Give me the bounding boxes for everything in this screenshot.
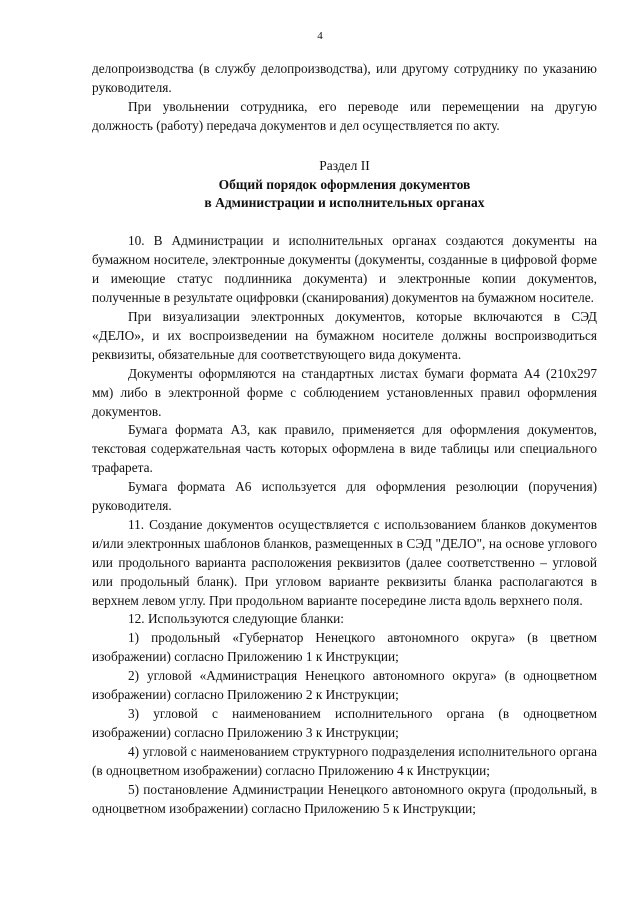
paragraph-item-10: 10. В Администрации и исполнительных органах создаются документы на бумажном носителе, электронные документы (документы, созданные в цифровой форме и имеющие статус подлинника документа) и электронные копии документов, полученные в результате оцифровки (сканирования) документов на бумажном носителе.: [92, 233, 597, 306]
paragraph-a4-format: Документы оформляются на стандартных листах бумаги формата А4 (210х297 мм) либо в электронной форме с соблюдением установленных правил оформления документов.: [92, 365, 597, 419]
list-item-blank-1: 1) продольный «Губернатор Ненецкого автономного округа» (в цветном изображении) согласно Приложению 1 к Инструкции;: [92, 630, 597, 665]
paragraph-item-12: 12. Используются следующие бланки:: [128, 611, 344, 627]
section-heading: [92, 157, 597, 214]
paragraph-dismissal: При увольнении сотрудника, его переводе или перемещении на другую должность (работу) передача документов и дел осуществляется по акту.: [92, 98, 597, 133]
list-item-blank-2: 2) угловой «Администрация Ненецкого автономного округа» (в одноцветном изображении) согласно Приложению 2 к Инструкции;: [92, 668, 597, 703]
page-number: 4: [317, 30, 323, 42]
paragraph-visualization: При визуализации электронных документов, которые включаются в СЭД «ДЕЛО», и их воспроизведении на бумажном носителе должны воспроизводиться реквизиты, обязательные для соответствующего вида документа.: [92, 308, 597, 362]
paragraph-a3-format: Бумага формата А3, как правило, применяется для оформления документов, текстовая содержательная часть которых оформлена в виде таблицы или специального трафарета.: [92, 422, 597, 476]
paragraph-intro-continuation: делопроизводства (в службу делопроизводства), или другому сотруднику по указанию руководителя.: [92, 61, 597, 95]
paragraph-a6-format: Бумага формата А6 используется для оформления резолюции (поручения) руководителя.: [92, 479, 597, 514]
list-item-blank-5: 5) постановление Администрации Ненецкого автономного округа (продольный, в одноцветном изображении) согласно Приложению 5 к Инструкции;: [92, 781, 597, 816]
section-title-line-2: в Администрации и исполнительных органах: [204, 195, 485, 211]
list-item-blank-3: 3) угловой с наименованием исполнительного органа (в одноцветном изображении) согласно Приложению 3 к Инструкции;: [92, 706, 597, 740]
document-body: [92, 60, 597, 818]
section-title-line-1: Общий порядок оформления документов: [218, 176, 471, 192]
section-number: Раздел II: [319, 157, 370, 173]
paragraph-item-11: 11. Создание документов осуществляется с использованием бланков документов и/или электронных шаблонов бланков, размещенных в СЭД "ДЕЛО", на основе углового или продольного варианта расположения реквизитов (далее соответственно – угловой или продольный бланк). При угловом варианте реквизиты бланка располагаются в верхнем левом углу. При продольном варианте посередине листа вдоль верхнего поля.: [92, 516, 597, 608]
list-item-blank-4: 4) угловой с наименованием структурного подразделения исполнительного органа (в одноцветном изображении) согласно Приложению 4 к Инструкции;: [92, 743, 597, 778]
